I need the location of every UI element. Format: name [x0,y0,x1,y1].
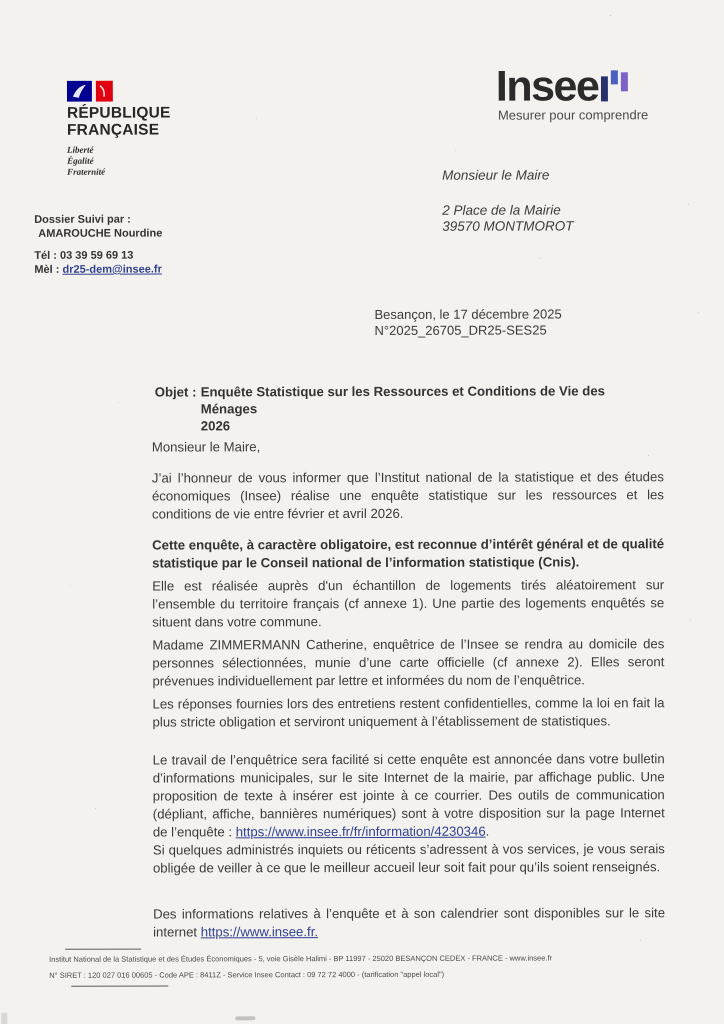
republique-francaise-block [67,80,197,177]
insee-site-link[interactable]: https://www.insee.fr. [200,924,319,940]
scan-smudge [235,1016,255,1020]
contact-label: Dossier Suivi par : [34,213,131,226]
paragraph-accueil: Si quelques administrés inquiets ou réticents s’adressent à vos services, je vous serais obligée de veiller à ce que le meilleur accueil leur soit fait pour qu’ils soient renseignés. [152,841,665,876]
french-flag-marianne-icon [67,81,113,102]
rf-motto-liberte: Liberté [67,144,94,155]
letter-footer [49,947,689,987]
recipient-block [442,167,573,234]
paragraph-enquetrice: Madame ZIMMERMANN Catherine, enquêtrice de l’Insee se rendra au domicile des personnes sélectionnées, munie d’une carte officielle (cf annexe 2). Elles seront prévenues individuellement par lettre et informées du nom de l’enquêtrice. [152,636,665,689]
footer-siret-line: N° SIRET : 120 027 016 00605 - Code APE : 8411Z - Service Insee Contact : 09 72 72 4000 - (tarification "appel local") [49,969,445,980]
paragraph-echantillon: Elle est réalisée auprès d'un échantillon de logements tirés aléatoirement sur l’ensemble du territoire français (cf annexe 1). Une partie des logements enquêtés se situent dans votre commune. [152,577,665,630]
subject-line1: Enquête Statistique sur les Ressources et Conditions de Vie des Ménages [200,383,606,417]
dateline-block [374,306,561,338]
rf-title-line2: FRANÇAISE [66,121,160,139]
letter-body [152,437,665,941]
reference-number: N°2025_26705_DR25-SES25 [374,322,547,338]
contact-block [34,213,162,277]
paragraph-communication-text: Le travail de l’enquêtrice sera facilité si cette enquête est annoncée dans votre bulletin d’informations municipales, sur le site Internet de la mairie, par affichage public. Une proposition de texte à insérer est jointe à ce courrier. Des outils de communication (dépliant, affiche, bannières numériques) sont à votre disposition sur la page Internet de l’enquête : [152,751,665,840]
place-and-date: Besançon, le 17 décembre 2025 [374,306,562,322]
rf-title [67,105,197,138]
recipient-city: 39570 MONTMOROT [442,218,574,234]
paragraph-infos-site [153,904,665,941]
insee-barchart-icon [601,67,629,103]
paragraph-confidentialite: Les réponses fournies lors des entretiens restent confidentielles, comme la loi en fait la plus stricte obligation et serviront uniquement à l’établissement de statistiques. [152,695,665,730]
scan-smudge-corner [1,1013,7,1024]
contact-email-link[interactable]: dr25-dem@insee.fr [62,263,162,276]
insee-tagline: Mesurer pour comprendre [497,107,649,123]
paragraph-obligatoire-bold: Cette enquête, à caractère obligatoire, est reconnue d’intérêt général et de qualité statistique par le Conseil national de l’information statistique (Cnis). [152,536,665,571]
subject-line2: 2026 [200,418,231,434]
footer-top-rule [65,949,141,950]
footer-address-line: Institut National de la Statistique et des Études Économiques - 5, voie Gisèle Halimi - BP 11997 - 25020 BESANÇON CEDEX - FRANCE - www.insee.fr [49,953,553,964]
paragraph-communication [153,750,665,841]
footer-bottom-rule [71,986,168,987]
subject-label: Objet : [154,384,197,400]
subject-block [155,382,665,434]
rf-motto-fraternite: Fraternité [67,166,106,177]
subject-text [199,382,665,434]
insee-logo-text: Insee [495,62,599,111]
paragraph-intro: J’ai l’honneur de vous informer que l’Institut national de la statistique et des études économiques (Insee) réalise une enquête statistique sur les ressources et les conditions de vie entre février et avril 2026. [151,469,664,522]
paragraph-communication-period: . [485,823,490,839]
contact-email-line [34,263,162,277]
recipient-street: 2 Place de la Mairie [442,202,561,218]
rf-motto-egalite: Égalité [67,155,94,166]
recipient-name: Monsieur le Maire [442,167,550,183]
insee-logo-block [495,62,649,123]
enquete-page-link[interactable]: https://www.insee.fr/fr/information/4230346 [235,823,486,840]
paragraph-infos-site-text: Des informations relatives à l’enquête et à son calendrier sont disponibles sur le site internet [153,905,666,940]
contact-name: AMAROUCHE Nourdine [38,227,163,240]
rf-motto [67,144,197,177]
salutation: Monsieur le Maire, [151,439,261,455]
contact-email-label: Mèl : [34,263,60,276]
contact-phone: Tél : 03 39 59 69 13 [34,249,134,262]
rf-title-line1: RÉPUBLIQUE [66,104,171,122]
